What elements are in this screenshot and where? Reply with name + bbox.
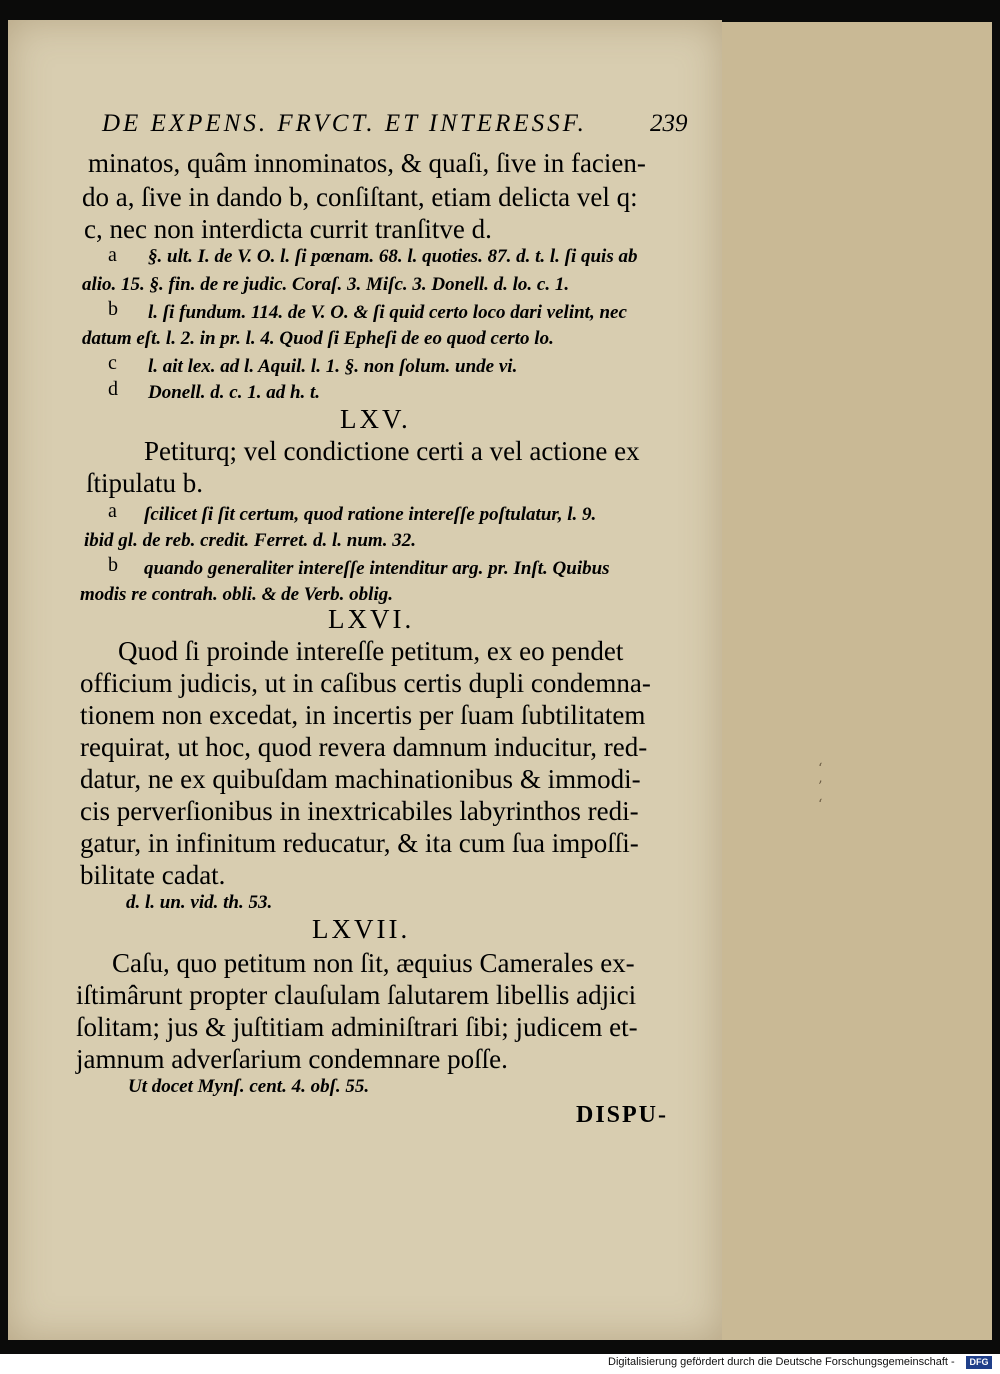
note-line: Donell. d. c. 1. ad h. t. [148,382,321,403]
text-line: bilitate cadat. [80,860,226,890]
note-line: §. ult. I. de V. O. l. ſi pœnam. 68. l. quoties. 87. d. t. l. ſi quis ab [148,246,638,267]
note-line: ſcilicet ſi ſit certum, quod ratione intereſſe poſtulatur, l. 9. [144,504,597,525]
text-line: ſolitam; jus & juſtitiam adminiſtrari ſibi; judicem et- [76,1012,638,1042]
note-line: l. ait lex. ad l. Aquil. l. 1. §. non ſolum. unde vi. [148,356,518,377]
text-line: Petiturq; vel condictione certi a vel actione ex [144,436,640,466]
catchword: DISPU- [576,1102,669,1128]
note-line: datum eſt. l. 2. in pr. l. 4. Quod ſi Epheſi de eo quod certo lo. [82,328,554,349]
note-line: ibid gl. de reb. credit. Ferret. d. l. num. 32. [84,530,416,551]
note-line: d. l. un. vid. th. 53. [126,892,273,913]
text-line: datur, ne ex quibuſdam machinationibus & immodi- [80,764,641,794]
dfg-logo: DFG [966,1356,992,1369]
section-heading-lxvii: LXVII. [312,914,411,944]
text-line: requirat, ut hoc, quod revera damnum inducitur, red- [80,732,648,762]
note-line: alio. 15. §. fin. de re judic. Coraſ. 3. Miſc. 3. Donell. d. lo. c. 1. [82,274,570,295]
section-heading-lxv: LXV. [340,404,411,434]
edge-marks: ‘ ’ ‘ [818,761,823,813]
note-line: quando generaliter intereſſe intenditur arg. pr. Inſt. Quibus [144,558,610,579]
text-line: officium judicis, ut in caſibus certis dupli condemna- [80,668,651,698]
text-line: do a, ſive in dando b, conſiſtant, etiam delicta vel q: [82,182,638,212]
section-heading-lxvi: LXVI. [328,604,415,634]
note-label: c [108,352,117,374]
text-line: gatur, in infinitum reducatur, & ita cum ſua impoſſi- [80,828,639,858]
page-number: 239 [650,110,688,137]
note-line: l. ſi fundum. 114. de V. O. & ſi quid certo loco dari velint, nec [148,302,627,323]
text-line: Caſu, quo petitum non ſit, æquius Camerales ex- [112,948,635,978]
note-label: b [108,298,118,320]
text-line: c, nec non interdicta currit tranſitve d. [84,214,492,244]
text-line: minatos, quâm innominatos, & quaſi, ſive in facien- [88,148,646,178]
text-line: iſtimârunt propter clauſulam ſalutarem libellis adjici [76,980,637,1010]
text-line: cis perverſionibus in inextricabiles labyrinthos redi- [80,796,639,826]
note-line: modis re contrah. obli. & de Verb. oblig. [80,584,393,605]
text-line: tionem non excedat, in incertis per ſuam ſubtilitatem [80,700,646,730]
note-line: Ut docet Mynſ. cent. 4. obſ. 55. [128,1076,370,1097]
text-line: ſtipulatu b. [86,468,203,498]
text-line: Quod ſi proinde intereſſe petitum, ex eo pendet [118,636,624,666]
text-line: jamnum adverſarium condemnare poſſe. [76,1044,508,1074]
running-title: DE EXPENS. FRVCT. ET INTERESSF. [102,110,587,137]
adjacent-page-edge [722,22,992,1340]
note-label: a [108,500,117,522]
note-label: a [108,244,117,266]
note-label: d [108,378,118,400]
note-label: b [108,554,118,576]
digitization-credit: Digitalisierung gefördert durch die Deutsche Forschungsgemeinschaft - [608,1356,955,1368]
